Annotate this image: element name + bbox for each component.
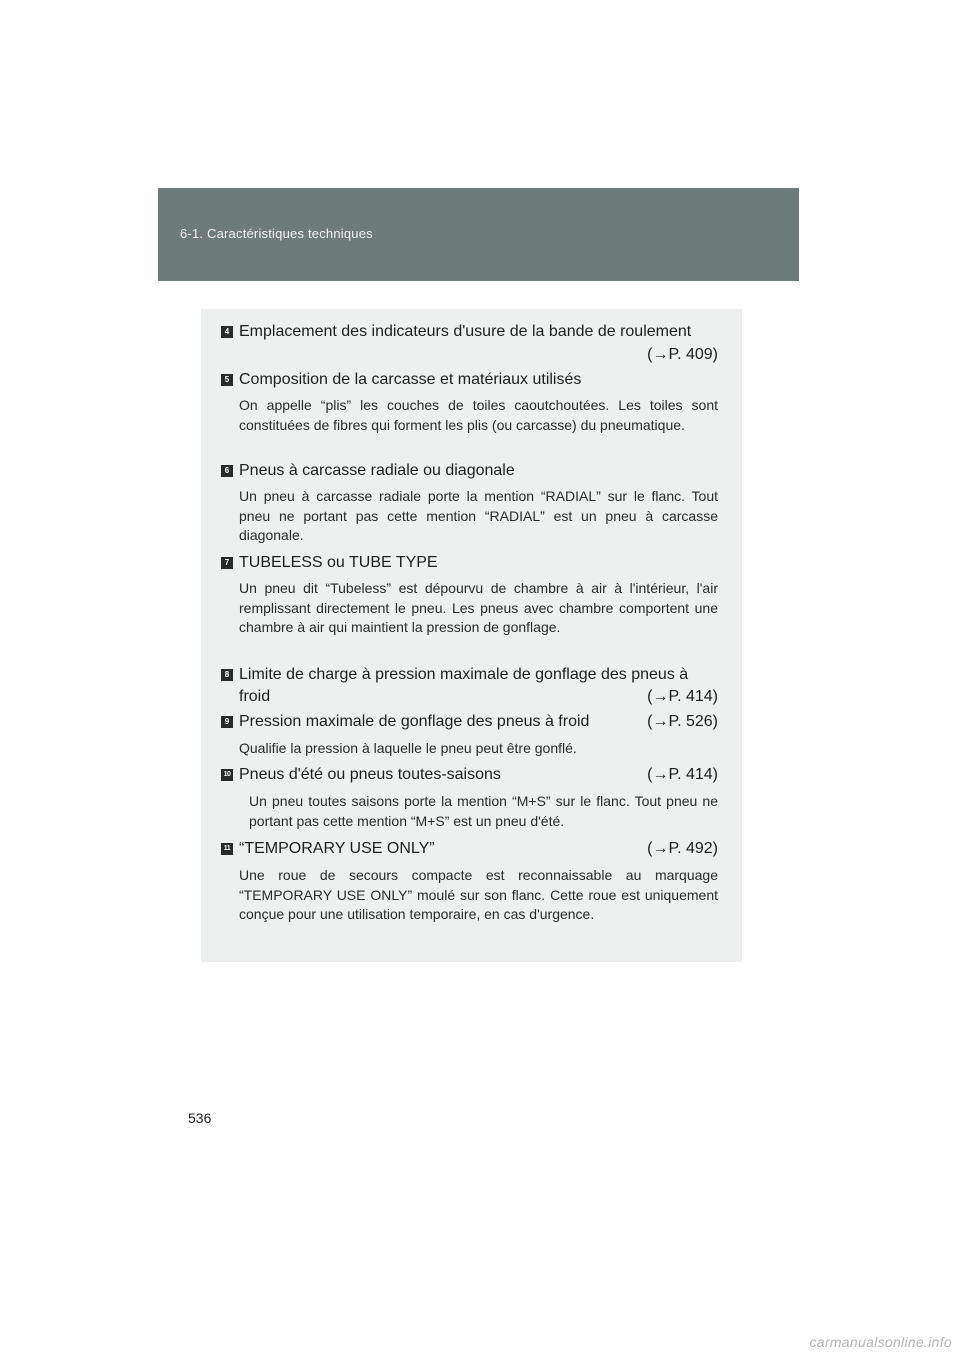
page-number: 536 (188, 1110, 212, 1126)
section-header (158, 188, 799, 281)
item-description: Qualifie la pression à laquelle le pneu peut être gonflé. (239, 740, 577, 756)
item-title: Pneus à carcasse radiale ou diagonale (239, 462, 515, 479)
page-reference: (→P. 414) (647, 688, 718, 705)
page-reference: (→P. 414) (647, 766, 718, 783)
item-description: Un pneu toutes saisons porte la mention “M+S” sur le flanc. Tout pneu ne portant pas cette mention “M+S” est un pneu d'été. (249, 793, 718, 829)
item-number-badge: 6 (221, 465, 233, 477)
item-title: TUBELESS ou TUBE TYPE (239, 554, 438, 571)
item-number-badge: 8 (221, 669, 233, 681)
list-item (221, 664, 718, 712)
list-item (221, 711, 718, 766)
list-item (221, 552, 718, 657)
item-description: Un pneu dit “Tubeless” est dépourvu de chambre à air à l'intérieur, l'air remplissant directement le pneu. Les pneus avec chambre comportent une chambre à air qui maintient la pression de gonflage. (239, 580, 718, 635)
item-description: On appelle “plis” les couches de toiles caoutchoutées. Les toiles sont constituées de fibres qui forment les plis (ou carcasse) du pneumatique. (239, 397, 718, 433)
page-reference: (→P. 409) (647, 346, 718, 363)
watermark: carmanualsonline.info (809, 1334, 952, 1350)
item-number-badge: 9 (221, 716, 233, 728)
section-title: 6-1. Caractéristiques techniques (180, 226, 373, 241)
list-item (221, 460, 718, 546)
page-reference: (→P. 526) (647, 713, 718, 730)
item-title: Pneus d'été ou pneus toutes-saisons (239, 766, 501, 783)
list-item (221, 764, 718, 834)
content-panel (201, 309, 742, 962)
item-description: Un pneu à carcasse radiale porte la mention “RADIAL” sur le flanc. Tout pneu ne portant pas cette mention “RADIAL” est un pneu à carcasse diagonale. (239, 488, 718, 543)
item-number-badge: 4 (221, 326, 233, 338)
item-title: Limite de charge à pression maximale de gonflage des pneus à froid (239, 666, 689, 705)
item-number-badge: 11 (221, 843, 233, 855)
item-number-badge: 10 (221, 769, 233, 781)
item-title: Pression maximale de gonflage des pneus à froid (239, 713, 590, 730)
item-number-badge: 5 (221, 374, 233, 386)
page-reference: (→P. 492) (647, 840, 718, 857)
item-title: Emplacement des indicateurs d'usure de la bande de roulement (239, 323, 692, 340)
item-description: Une roue de secours compacte est reconnaissable au marquage “TEMPORARY USE ONLY” moulé sur son flanc. Cette roue est uniquement conçue pour une utilisation temporaire, en cas d'urgence. (239, 867, 718, 922)
item-number-badge: 7 (221, 557, 233, 569)
item-title: “TEMPORARY USE ONLY” (239, 840, 435, 857)
list-item (221, 369, 718, 459)
list-item (221, 321, 718, 369)
list-item (221, 838, 718, 948)
item-title: Composition de la carcasse et matériaux utilisés (239, 371, 582, 388)
